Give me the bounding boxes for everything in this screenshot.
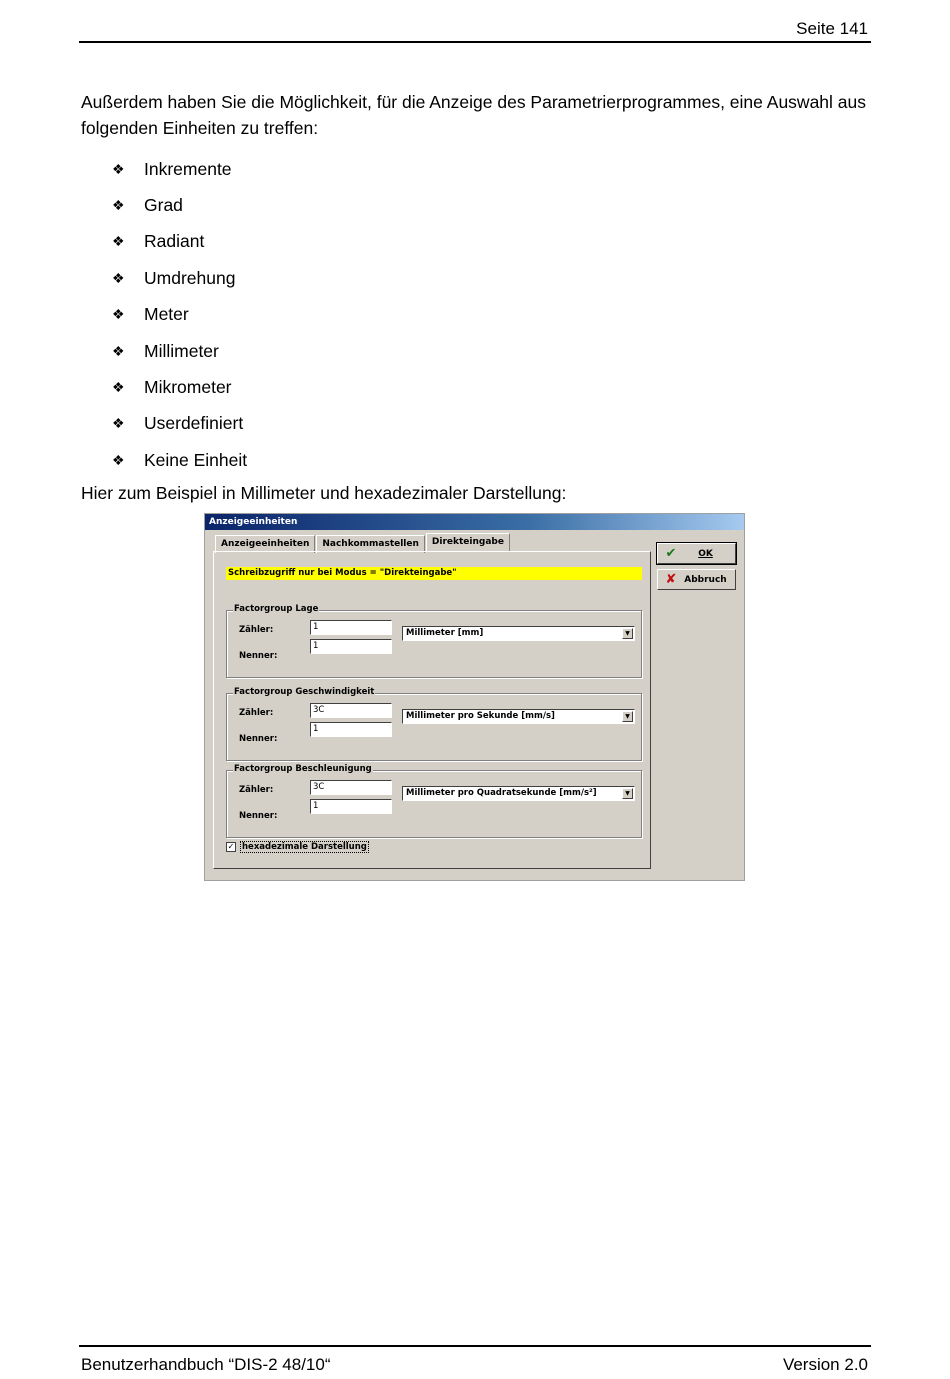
- unit-label: Umdrehung: [144, 267, 236, 288]
- ok-label: OK: [698, 548, 713, 559]
- unit-select-value: Millimeter pro Quadratsekunde [mm/s²]: [406, 788, 597, 798]
- nenner-label: Nenner:: [239, 651, 278, 661]
- zaehler-input[interactable]: 3C: [310, 780, 392, 795]
- list-item: [112, 406, 247, 442]
- bullet-icon: ❖: [112, 233, 125, 250]
- unit-label: Grad: [144, 195, 183, 216]
- chevron-down-icon[interactable]: ▼: [622, 628, 633, 639]
- list-item: [112, 224, 247, 260]
- document-version: Version 2.0: [782, 1355, 868, 1374]
- list-item: [112, 260, 247, 296]
- bullet-icon: ❖: [112, 379, 125, 396]
- chevron-down-icon[interactable]: ▼: [622, 711, 633, 722]
- list-item: [112, 297, 247, 333]
- hex-display-label[interactable]: hexadezimale Darstellung: [242, 842, 367, 852]
- unit-label: Mikrometer: [144, 377, 232, 398]
- nenner-label: Nenner:: [239, 811, 278, 821]
- example-caption: Hier zum Beispiel in Millimeter und hexadezimaler Darstellung:: [81, 483, 567, 503]
- close-icon: ✘: [665, 572, 677, 587]
- ok-button[interactable]: [657, 543, 736, 564]
- hex-display-checkbox[interactable]: ✓: [227, 842, 235, 851]
- unit-select[interactable]: [402, 626, 635, 641]
- group-title: Factorgroup Geschwindigkeit: [234, 687, 375, 697]
- hex-display-option[interactable]: [226, 841, 369, 853]
- list-item: [112, 442, 247, 478]
- unit-list: [112, 151, 247, 479]
- factorgroup-lage: [226, 604, 642, 678]
- bullet-icon: ❖: [112, 451, 125, 468]
- unit-select[interactable]: [402, 786, 635, 801]
- document-title: Benutzerhandbuch “DIS-2 48/10“: [81, 1355, 331, 1374]
- bullet-icon: ❖: [112, 197, 125, 214]
- list-item: [112, 151, 247, 187]
- chevron-down-icon[interactable]: ▼: [622, 788, 633, 799]
- bullet-icon: ❖: [112, 306, 125, 323]
- page-header: [79, 18, 871, 43]
- bullet-icon: ❖: [112, 160, 125, 177]
- write-access-warning: Schreibzugriff nur bei Modus = "Direkteingabe": [226, 567, 642, 580]
- checkmark-icon: ✔: [665, 546, 677, 561]
- page-number: Seite 141: [796, 19, 868, 38]
- list-item: [112, 333, 247, 369]
- nenner-input[interactable]: 1: [310, 722, 392, 737]
- nenner-input[interactable]: 1: [310, 639, 392, 654]
- nenner-label: Nenner:: [239, 734, 278, 744]
- unit-label: Meter: [144, 304, 189, 325]
- zaehler-input[interactable]: 1: [310, 620, 392, 635]
- zaehler-label: Zähler:: [239, 625, 274, 635]
- bullet-icon: ❖: [112, 415, 125, 432]
- list-item: [112, 187, 247, 223]
- tab-anzeigeeinheiten[interactable]: Anzeigeeinheiten: [215, 535, 315, 553]
- cancel-label: Abbruch: [684, 574, 727, 585]
- unit-select[interactable]: [402, 709, 635, 724]
- zaehler-label: Zähler:: [239, 785, 274, 795]
- list-item: [112, 369, 247, 405]
- unit-select-value: Millimeter [mm]: [406, 628, 484, 638]
- group-title: Factorgroup Lage: [234, 604, 319, 614]
- tab-nachkommastellen[interactable]: Nachkommastellen: [316, 535, 425, 553]
- unit-label: Millimeter: [144, 340, 219, 361]
- factorgroup-geschwindigkeit: [226, 687, 642, 761]
- direkteingabe-panel: [213, 551, 651, 869]
- cancel-button[interactable]: [657, 569, 736, 590]
- unit-label: Userdefiniert: [144, 413, 244, 434]
- unit-label: Radiant: [144, 231, 205, 252]
- tab-direkteingabe[interactable]: Direkteingabe: [426, 533, 510, 551]
- factorgroup-beschleunigung: [226, 764, 642, 838]
- bullet-icon: ❖: [112, 342, 125, 359]
- bullet-icon: ❖: [112, 269, 125, 286]
- dialog-title: Anzeigeeinheiten: [205, 514, 744, 530]
- unit-label: Keine Einheit: [144, 449, 248, 470]
- page-footer: [79, 1345, 871, 1374]
- group-title: Factorgroup Beschleunigung: [234, 764, 372, 774]
- nenner-input[interactable]: 1: [310, 799, 392, 814]
- zaehler-label: Zähler:: [239, 708, 274, 718]
- intro-paragraph: Außerdem haben Sie die Möglichkeit, für die Anzeige des Parametrierprogrammes, eine Auswahl aus folgenden Einheiten zu treffen:: [81, 92, 866, 138]
- zaehler-input[interactable]: 3C: [310, 703, 392, 718]
- unit-label: Inkremente: [144, 158, 232, 179]
- unit-select-value: Millimeter pro Sekunde [mm/s]: [406, 711, 555, 721]
- anzeigeeinheiten-dialog: [204, 513, 745, 881]
